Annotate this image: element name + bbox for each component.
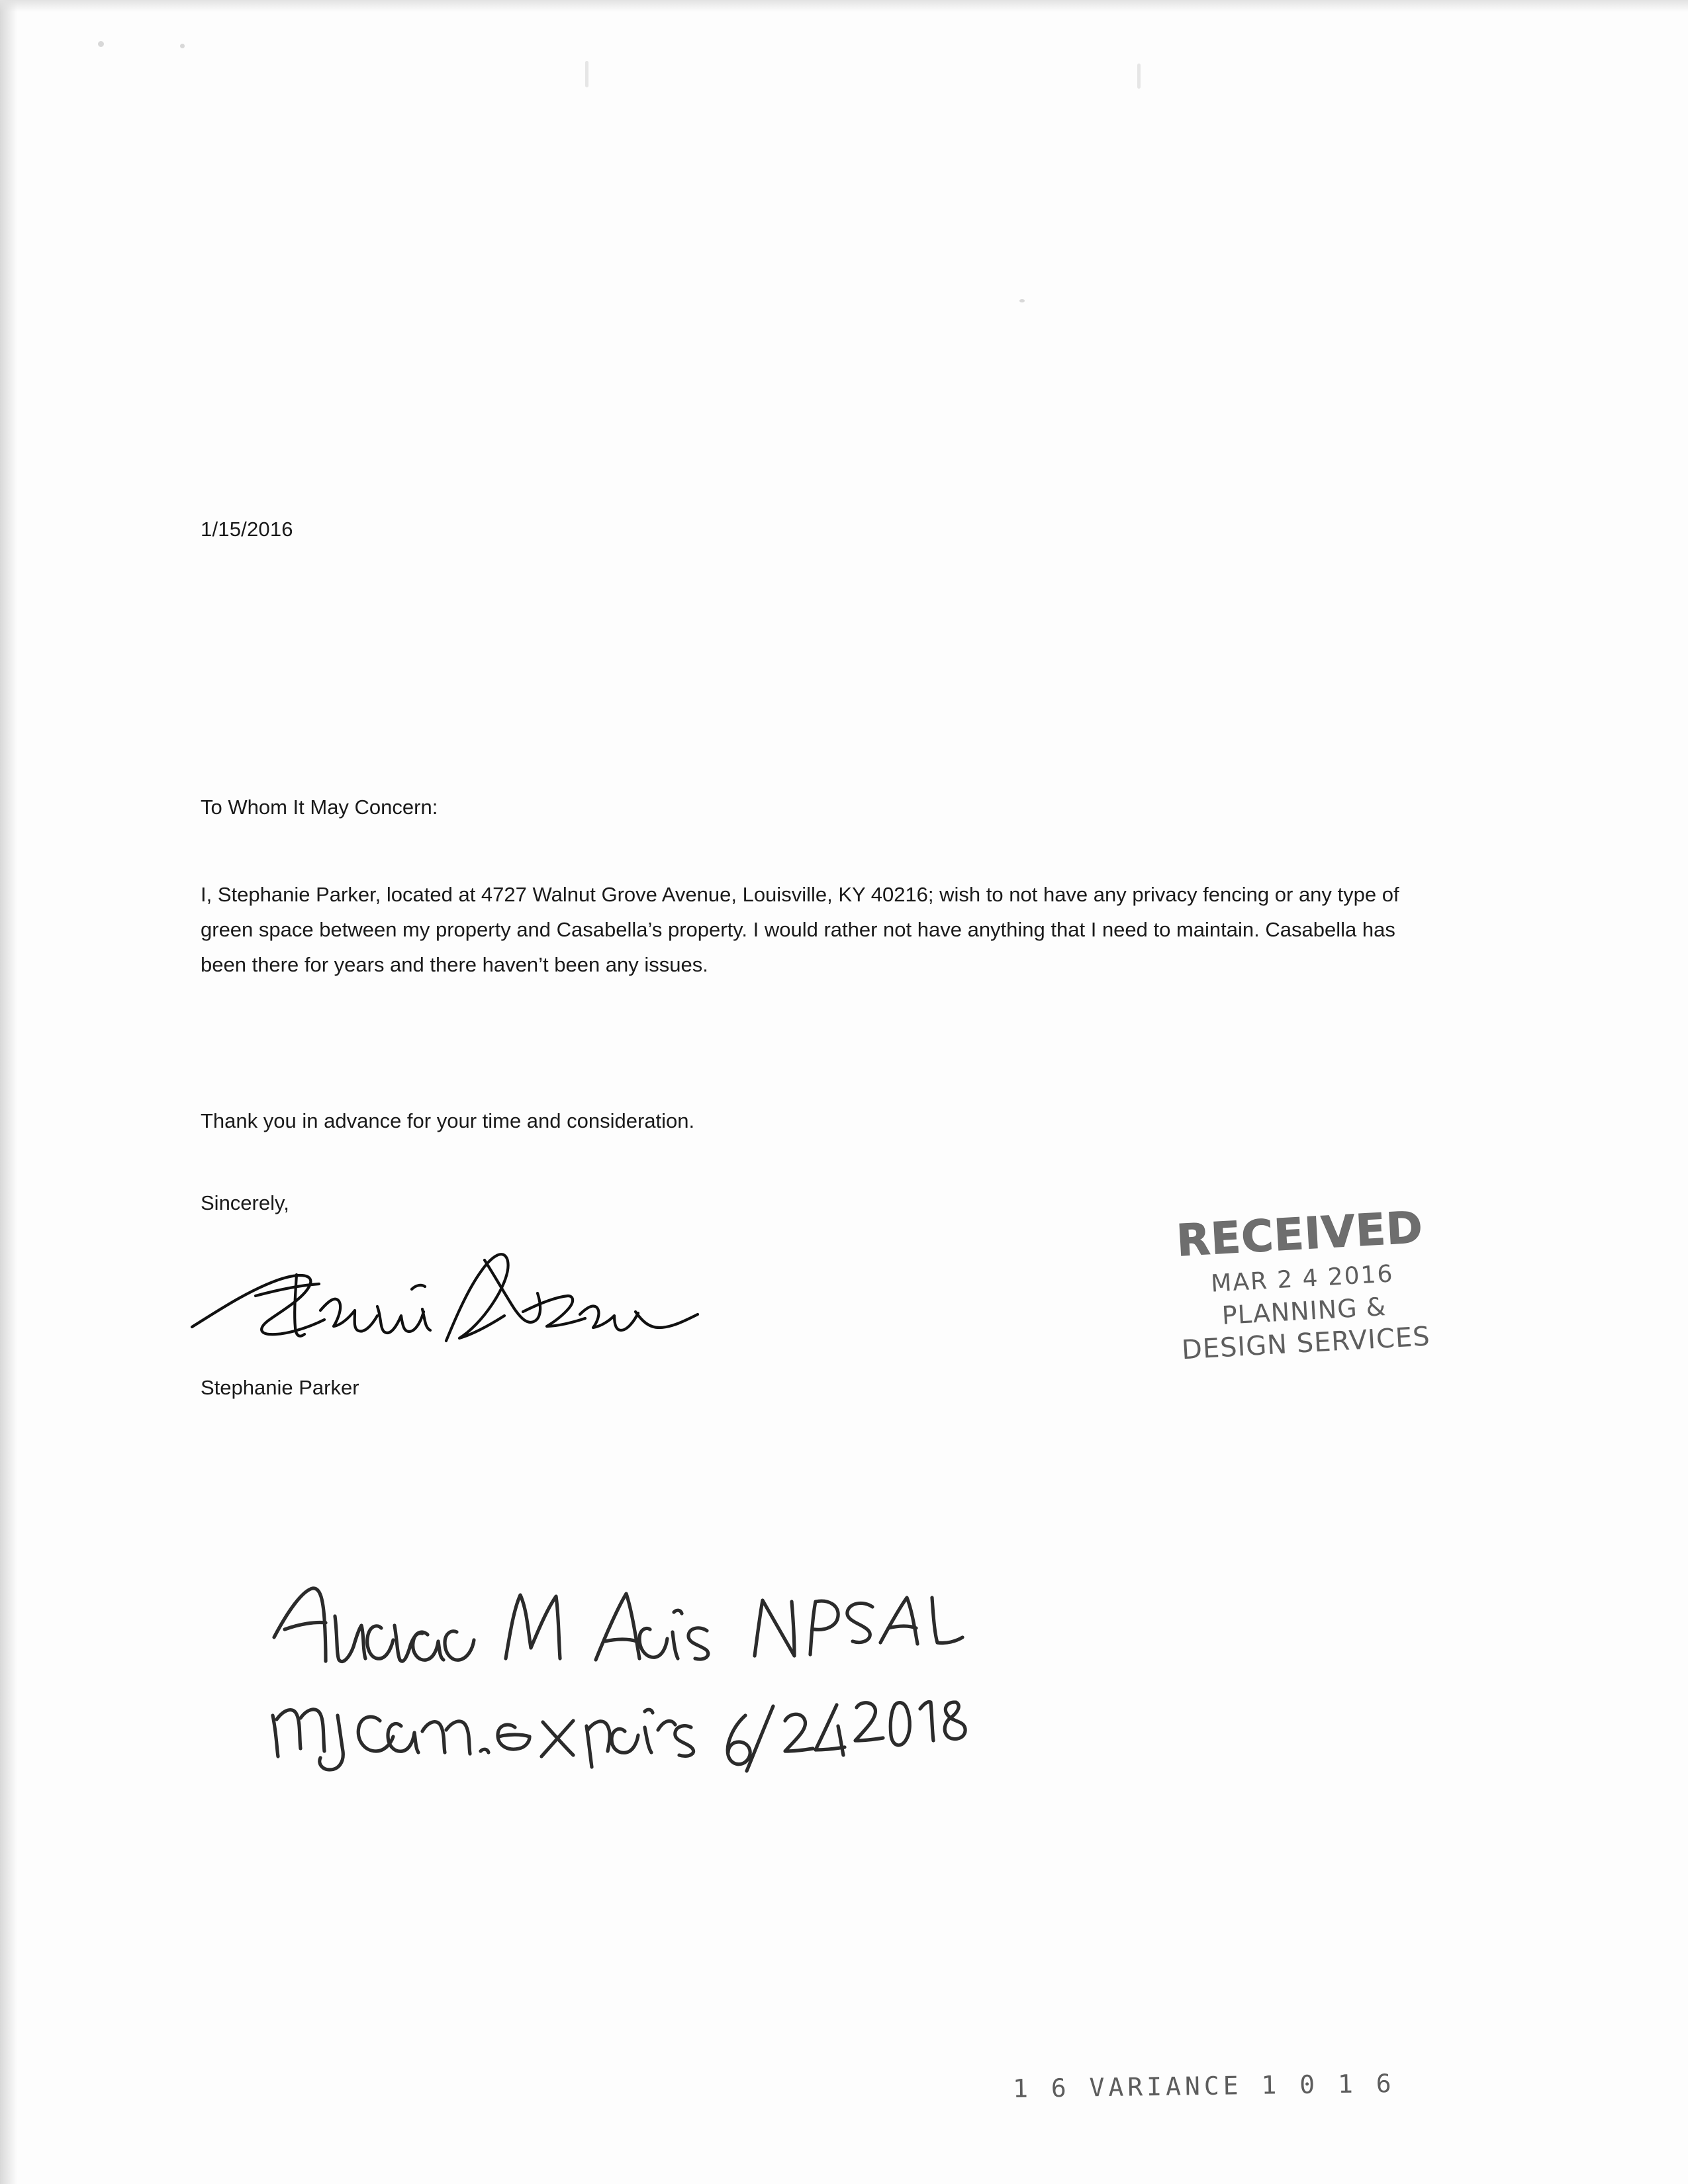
scan-speck [98, 41, 104, 47]
footer-case-stamp: 1 6 VARIANCE 1 0 1 6 [1012, 2068, 1395, 2104]
scan-speck [180, 44, 185, 48]
body-paragraph: I, Stephanie Parker, located at 4727 Walnut Grove Avenue, Louisville, KY 40216; wish to not have any privacy fencing or any type of green space between my property and Casabella’s property. I would rather not have anything that I need to maintain. Casabella has been there for years and there haven’t been any issues. [201, 883, 1399, 976]
received-stamp [1113, 1201, 1495, 1420]
salutation: To Whom It May Concern: [201, 796, 438, 819]
scan-speck [585, 61, 588, 87]
letter-date: 1/15/2016 [201, 518, 293, 541]
scan-speck [1137, 64, 1141, 89]
stamp-date: MAR 2 4 2016 [1210, 1260, 1395, 1298]
scan-edge-shadow-left [0, 0, 17, 2184]
scan-speck [1019, 299, 1025, 302]
stamp-title: RECEIVED [1175, 1201, 1425, 1267]
handwritten-signature [179, 1211, 761, 1363]
stamp-department-line2: DESIGN SERVICES [1180, 1321, 1431, 1366]
closing-line: Sincerely, [201, 1191, 289, 1214]
stamp-department-line1: PLANNING & [1221, 1292, 1387, 1330]
scan-edge-shadow-top [0, 0, 1688, 12]
closing-thanks: Thank you in advance for your time and consideration. [201, 1109, 695, 1132]
notary-handwriting [265, 1569, 1192, 1780]
signer-printed-name: Stephanie Parker [201, 1376, 359, 1399]
